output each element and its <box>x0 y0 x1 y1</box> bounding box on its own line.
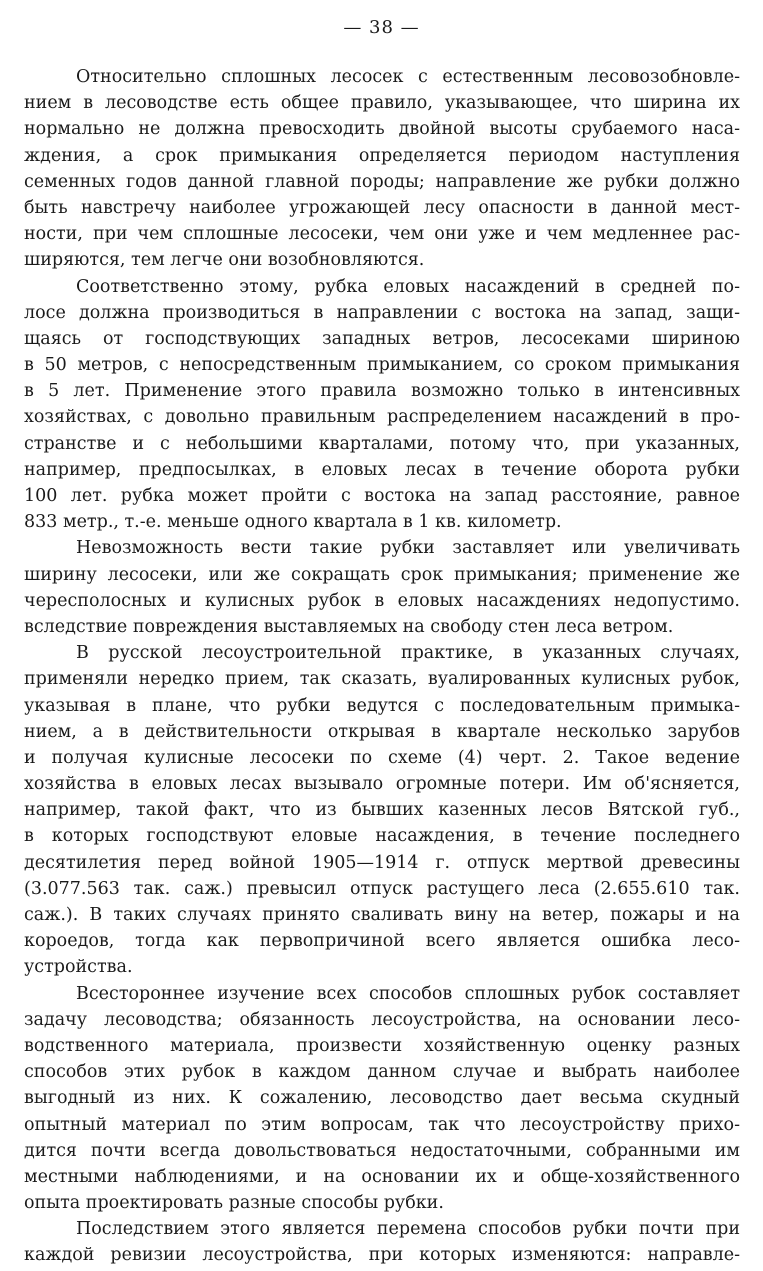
page-number: — 38 — <box>343 17 420 38</box>
text-line: Невозможность вести такие рубки заставляет или увеличивать <box>76 538 740 559</box>
text-line: (3.077.563 так. саж.) превысил отпуск растущего леса (2.655.610 так. <box>24 878 740 899</box>
text-line: 100 лет. рубка может пройти с востока на запад расстояние, равное <box>24 486 740 506</box>
text-line: короедов, тогда как первопричиной всего является ошибка лесо- <box>24 931 740 952</box>
text-line: опыта проектировать разные способы рубки. <box>24 1193 444 1214</box>
text-line: применяли нередко прием, так сказать, вуалированных кулисных рубок, <box>24 669 740 690</box>
text-line: нием в лесоводстве есть общее правило, указывающее, что ширина их <box>24 93 740 114</box>
text-line: вследствие повреждения выставляемых на свободу стен леса ветром. <box>24 616 674 637</box>
text-line: в которых господствуют еловые насаждения, в течение последнего <box>24 826 740 847</box>
text-line: и получая кулисные лесосеки по схеме (4) черт. 2. Такое ведение <box>24 747 740 768</box>
text-line: десятилетия перед войной 1905—1914 г. отпуск мертвой древесины <box>24 852 740 873</box>
text-line: щаясь от господствующих западных ветров, лесосеками шириною <box>24 328 740 349</box>
text-line: например, предпосылках, в еловых лесах в течение оборота рубки <box>24 459 740 480</box>
text-line: В русской лесоустроительной практике, в указанных случаях, <box>76 643 740 664</box>
text-line: Последствием этого является перемена способов рубки почти при <box>76 1219 740 1240</box>
text-line: водственного материала, произвести хозяйственную оценку разных <box>24 1035 740 1056</box>
text-line: указывая в плане, что рубки ведутся с последовательным примыка- <box>24 695 740 716</box>
text-line: ности, при чем сплошные лесосеки, чем они уже и чем медленнее рас- <box>24 224 740 245</box>
text-line: выгодный из них. К сожалению, лесоводство дает весьма скудный <box>24 1088 740 1109</box>
text-line: устройства. <box>24 957 133 978</box>
text-line: например, такой факт, что из бывших казенных лесов Вятской губ., <box>24 800 740 821</box>
text-line: Относительно сплошных лесосек с естественным лесовозобновле- <box>76 67 740 87</box>
text-line: лосе должна производиться в направлении с востока на запад, защи- <box>24 302 740 323</box>
text-line: опытный материал по этим вопросам, так что лесоустройству прихо- <box>24 1114 740 1135</box>
text-line: 833 метр., т.-е. меньше одного квартала в 1 кв. километр. <box>24 512 562 533</box>
text-line: каждой ревизии лесоустройства, при которых изменяются: направле- <box>24 1245 740 1266</box>
paragraph <box>24 981 740 1217</box>
paragraph <box>24 1216 740 1268</box>
text-line: ждения, а срок примыкания определяется периодом наступления <box>24 145 740 166</box>
paragraph <box>24 64 740 274</box>
text-line: хозяйства в еловых лесах вызывало огромные потери. Им об'ясняется, <box>24 774 740 795</box>
text-line: хозяйствах, с довольно правильным распределением насаждений в про- <box>24 407 740 428</box>
text-line: семенных годов данной главной породы; направление же рубки должно <box>24 171 740 192</box>
text-line: местными наблюдениями, и на основании их и обще-хозяйственного <box>24 1166 740 1187</box>
paragraph <box>24 640 740 980</box>
text-line: саж.). В таких случаях принято сваливать вину на ветер, пожары и на <box>24 905 740 925</box>
text-line: способов этих рубок в каждом данном случае и выбрать наиболее <box>24 1062 740 1083</box>
text-line: дится почти всегда довольствоваться недостаточными, собранными им <box>24 1140 740 1161</box>
text-line: Соответственно этому, рубка еловых насаждений в средней по- <box>76 276 740 297</box>
text-line: в 5 лет. Применение этого правила возможно только в интенсивных <box>24 381 740 402</box>
text-line: ширяются, тем легче они возобновляются. <box>24 250 425 271</box>
text-line: чересполосных и кулисных рубок в еловых насаждениях недопустимо. <box>24 590 740 611</box>
body-text <box>24 64 740 1269</box>
text-line: нормально не должна превосходить двойной высоты срубаемого наса- <box>24 119 740 140</box>
text-line: Всестороннее изучение всех способов сплошных рубок составляет <box>76 983 740 1004</box>
text-line: странстве и с небольшими кварталами, потому что, при указанных, <box>24 433 740 454</box>
paragraph <box>24 535 740 640</box>
text-line: в 50 метров, с непосредственным примыканием, со сроком примыкания <box>24 355 740 376</box>
text-line: ширину лесосеки, или же сокращать срок примыкания; применение же <box>24 564 740 585</box>
paragraph <box>24 274 740 536</box>
text-line: нием, а в действительности открывая в квартале несколько зарубов <box>24 721 740 742</box>
text-line: быть навстречу наиболее угрожающей лесу опасности в данной мест- <box>24 197 740 218</box>
text-line: задачу лесоводства; обязанность лесоустройства, на основании лесо- <box>24 1009 740 1030</box>
